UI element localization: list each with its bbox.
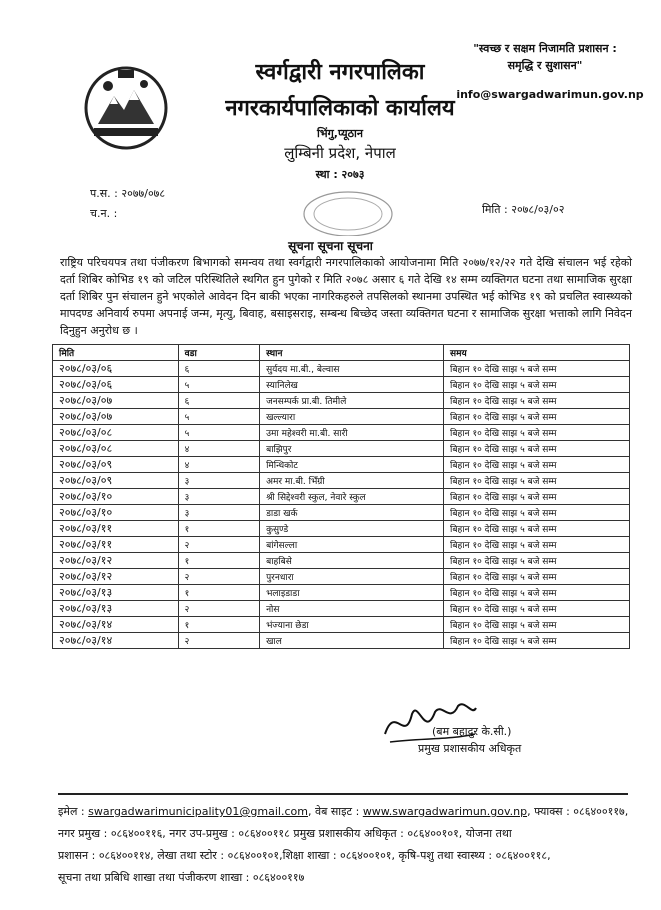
cell-date: २०७८/०३/१३ xyxy=(53,585,179,601)
cell-time: बिहान १० देखि साझ ५ बजे सम्म xyxy=(444,505,630,521)
camp-schedule-table xyxy=(52,344,630,649)
footer-line-1 xyxy=(58,801,638,823)
cell-ward: ३ xyxy=(178,489,259,505)
cell-location: अमर मा.बी. भिँग्री xyxy=(260,473,444,489)
table-row xyxy=(53,441,630,457)
cell-time: बिहान १० देखि साझ ५ बजे सम्म xyxy=(444,601,630,617)
table-row xyxy=(53,617,630,633)
table-row xyxy=(53,505,630,521)
header-location: स्थान xyxy=(260,345,444,361)
cell-location: मिन्धिकोट xyxy=(260,457,444,473)
cell-time: बिहान १० देखि साझ ५ बजे सम्म xyxy=(444,633,630,649)
cell-ward: ६ xyxy=(178,393,259,409)
cell-date: २०७८/०३/१० xyxy=(53,505,179,521)
table-row xyxy=(53,457,630,473)
footer-line-3: प्रशासन : ०८६४००११४, लेखा तथा स्टोर : ०८६४००१०१,शिक्षा शाखा : ०८६४००१०१, कृषि-पशु तथा स्वास्थ्य : ०८६४००११८, xyxy=(58,849,551,862)
cell-time: बिहान १० देखि साझ ५ बजे सम्म xyxy=(444,521,630,537)
cell-date: २०७८/०३/०६ xyxy=(53,361,179,377)
table-row xyxy=(53,585,630,601)
cell-ward: ३ xyxy=(178,505,259,521)
cell-time: बिहान १० देखि साझ ५ बजे सम्म xyxy=(444,409,630,425)
cell-location: भलाइडाडा xyxy=(260,585,444,601)
table-row xyxy=(53,553,630,569)
cell-time: बिहान १० देखि साझ ५ बजे सम्म xyxy=(444,473,630,489)
footer-divider xyxy=(58,793,628,795)
cell-ward: १ xyxy=(178,521,259,537)
cell-location: पुरनधारा xyxy=(260,569,444,585)
cell-location: उमा महेश्वरी मा.बी. सारी xyxy=(260,425,444,441)
cell-location: नोस xyxy=(260,601,444,617)
cell-date: २०७८/०३/०८ xyxy=(53,425,179,441)
cell-location: सुर्यदय मा.बी., बेल्वास xyxy=(260,361,444,377)
cell-date: २०७८/०३/०७ xyxy=(53,409,179,425)
motto xyxy=(450,40,640,74)
notice-body: राष्ट्रिय परिचयपत्र तथा पंजीकरण बिभागको समन्वय तथा स्वर्गद्वारी नगरपालिकाको आयोजनामा मिति २०७७/१२/२२ गते देखि संचालन भई रहेको दर्ता शिबिर कोभिड १९ को जटिल परिस्थितिले स्थगित हुन पुगेको र मिति २०७८ असार ६ गते देखि १४ सम्म व्यक्तिगत घटना तथा सामाजिक सुरक्षा दर्ता शिबिर पुन संचालन हुने भएकोले आवेदन दिन बाकी भएका नागरिकहरुले तपसिलको स्थानमा उपस्थित भई कोभिड १९ को प्रचलित स्वास्थ्यको मापदण्ड अनिवार्य रुपमा अपनाई जन्म, मृत्यु, बिवाह, बसाइसराइ, सम्बन्ध बिच्छेद जस्ता व्यक्तिगत घटना र सामाजिक सुरक्षा भत्ताको लागि निवेदन दिनुहुन अनुरोध छ । xyxy=(60,256,632,337)
cell-date: २०७८/०३/०९ xyxy=(53,457,179,473)
cell-date: २०७८/०३/१४ xyxy=(53,617,179,633)
footer-fax: , फ्याक्स : ०८६४००११७, xyxy=(527,805,629,818)
cell-time: बिहान १० देखि साझ ५ बजे सम्म xyxy=(444,585,630,601)
cell-time: बिहान १० देखि साझ ५ बजे सम्म xyxy=(444,441,630,457)
cell-date: २०७८/०३/१२ xyxy=(53,553,179,569)
footer-website-link[interactable]: www.swargadwarimun.gov.np xyxy=(362,805,528,818)
cell-location: बांगेसल्ला xyxy=(260,537,444,553)
footer-email-label: इमेल : xyxy=(58,805,85,818)
footer-line-4: सूचना तथा प्रबिधि शाखा तथा पंजीकरण शाखा : ०८६४००११७ xyxy=(58,871,305,884)
table-row xyxy=(53,393,630,409)
cell-time: बिहान १० देखि साझ ५ बजे सम्म xyxy=(444,393,630,409)
footer-line-2: नगर प्रमुख : ०८६४००११६, नगर उप-प्रमुख : ०८६४००११८ प्रमुख प्रशासकीय अधिकृत : ०८६४००१०१, योजना तथा xyxy=(58,827,512,840)
table-row xyxy=(53,361,630,377)
cell-location: डाडा खर्क xyxy=(260,505,444,521)
address-line-1: भिंगु,प्यूठान xyxy=(317,127,363,140)
dispatch-number: च.न. : xyxy=(90,207,118,220)
cell-time: बिहान १० देखि साझ ५ बजे सम्म xyxy=(444,569,630,585)
signatory-title: प्रमुख प्रशासकीय अधिकृत xyxy=(418,742,522,755)
cell-ward: ६ xyxy=(178,361,259,377)
motto-line-2: समृद्धि र सुशासन" xyxy=(507,59,583,72)
office-name: नगरकार्यपालिकाको कार्यालय xyxy=(225,96,455,121)
office-email: info@swargadwarimun.gov.np xyxy=(456,88,644,101)
cell-time: बिहान १० देखि साझ ५ बजे सम्म xyxy=(444,361,630,377)
cell-ward: ३ xyxy=(178,473,259,489)
cell-location: स्यानिलेख xyxy=(260,377,444,393)
letter-date: मिति : २०७८/०३/०२ xyxy=(482,203,565,216)
header-time: समय xyxy=(444,345,630,361)
established-year: स्था : २०७३ xyxy=(315,168,365,181)
cell-ward: ५ xyxy=(178,377,259,393)
notice-heading: सूचना सूचना सूचना xyxy=(288,239,373,253)
cell-ward: ५ xyxy=(178,409,259,425)
cell-location: श्री सिद्देश्वरी स्कुल, नेवारे स्कुल xyxy=(260,489,444,505)
cell-location: खल्ल्यारा xyxy=(260,409,444,425)
cell-date: २०७८/०३/०८ xyxy=(53,441,179,457)
cell-time: बिहान १० देखि साझ ५ बजे सम्म xyxy=(444,553,630,569)
cell-date: २०७८/०३/०७ xyxy=(53,393,179,409)
cell-ward: २ xyxy=(178,569,259,585)
cell-location: खाल xyxy=(260,633,444,649)
table-row xyxy=(53,425,630,441)
table-row xyxy=(53,569,630,585)
table-row xyxy=(53,489,630,505)
table-row xyxy=(53,409,630,425)
cell-time: बिहान १० देखि साझ ५ बजे सम्म xyxy=(444,537,630,553)
cell-date: २०७८/०३/१२ xyxy=(53,569,179,585)
cell-ward: १ xyxy=(178,617,259,633)
cell-date: २०७८/०३/०६ xyxy=(53,377,179,393)
cell-ward: ५ xyxy=(178,425,259,441)
cell-ward: २ xyxy=(178,633,259,649)
address-line-2: लुम्बिनी प्रदेश, नेपाल xyxy=(284,144,396,162)
cell-date: २०७८/०३/१० xyxy=(53,489,179,505)
cell-time: बिहान १० देखि साझ ५ बजे सम्म xyxy=(444,377,630,393)
cell-time: बिहान १० देखि साझ ५ बजे सम्म xyxy=(444,425,630,441)
cell-time: बिहान १० देखि साझ ५ बजे सम्म xyxy=(444,489,630,505)
municipality-emblem-icon xyxy=(78,62,174,154)
table-row xyxy=(53,521,630,537)
cell-time: बिहान १० देखि साझ ५ बजे सम्म xyxy=(444,617,630,633)
cell-location: बाहबिसे xyxy=(260,553,444,569)
cell-date: २०७८/०३/११ xyxy=(53,521,179,537)
table-row xyxy=(53,377,630,393)
cell-ward: ४ xyxy=(178,457,259,473)
cell-ward: २ xyxy=(178,537,259,553)
cell-location: भंज्याना छेडा xyxy=(260,617,444,633)
cell-date: २०७८/०३/११ xyxy=(53,537,179,553)
header-ward: वडा xyxy=(178,345,259,361)
signatory-name: (बम बहादुर के.सी.) xyxy=(432,725,512,738)
table-header-row xyxy=(53,345,630,361)
cell-ward: २ xyxy=(178,601,259,617)
cell-date: २०७८/०३/०९ xyxy=(53,473,179,489)
footer-contacts xyxy=(58,801,638,889)
footer-email-link[interactable]: swargadwarimunicipality01@gmail.com xyxy=(88,805,308,818)
motto-line-1: "स्वच्छ र सक्षम निजामति प्रशासन : xyxy=(473,42,617,55)
cell-date: २०७८/०३/१४ xyxy=(53,633,179,649)
cell-time: बिहान १० देखि साझ ५ बजे सम्म xyxy=(444,457,630,473)
cell-location: जनसम्पर्क प्रा.बी. तिमीले xyxy=(260,393,444,409)
footer-website-label: , वेब साइट : xyxy=(307,805,360,818)
cell-location: कुसुण्डे xyxy=(260,521,444,537)
table-row xyxy=(53,601,630,617)
table-row xyxy=(53,473,630,489)
office-stamp-icon xyxy=(298,184,398,236)
table-row xyxy=(53,537,630,553)
cell-ward: १ xyxy=(178,585,259,601)
cell-location: बाझिपुर xyxy=(260,441,444,457)
table-row xyxy=(53,633,630,649)
cell-ward: ४ xyxy=(178,441,259,457)
cell-ward: १ xyxy=(178,553,259,569)
cell-date: २०७८/०३/१३ xyxy=(53,601,179,617)
municipality-name: स्वर्गद्वारी नगरपालिका xyxy=(255,60,425,85)
header-date: मिति xyxy=(53,345,179,361)
reference-number: प.स. : २०७७/०७८ xyxy=(90,187,166,200)
